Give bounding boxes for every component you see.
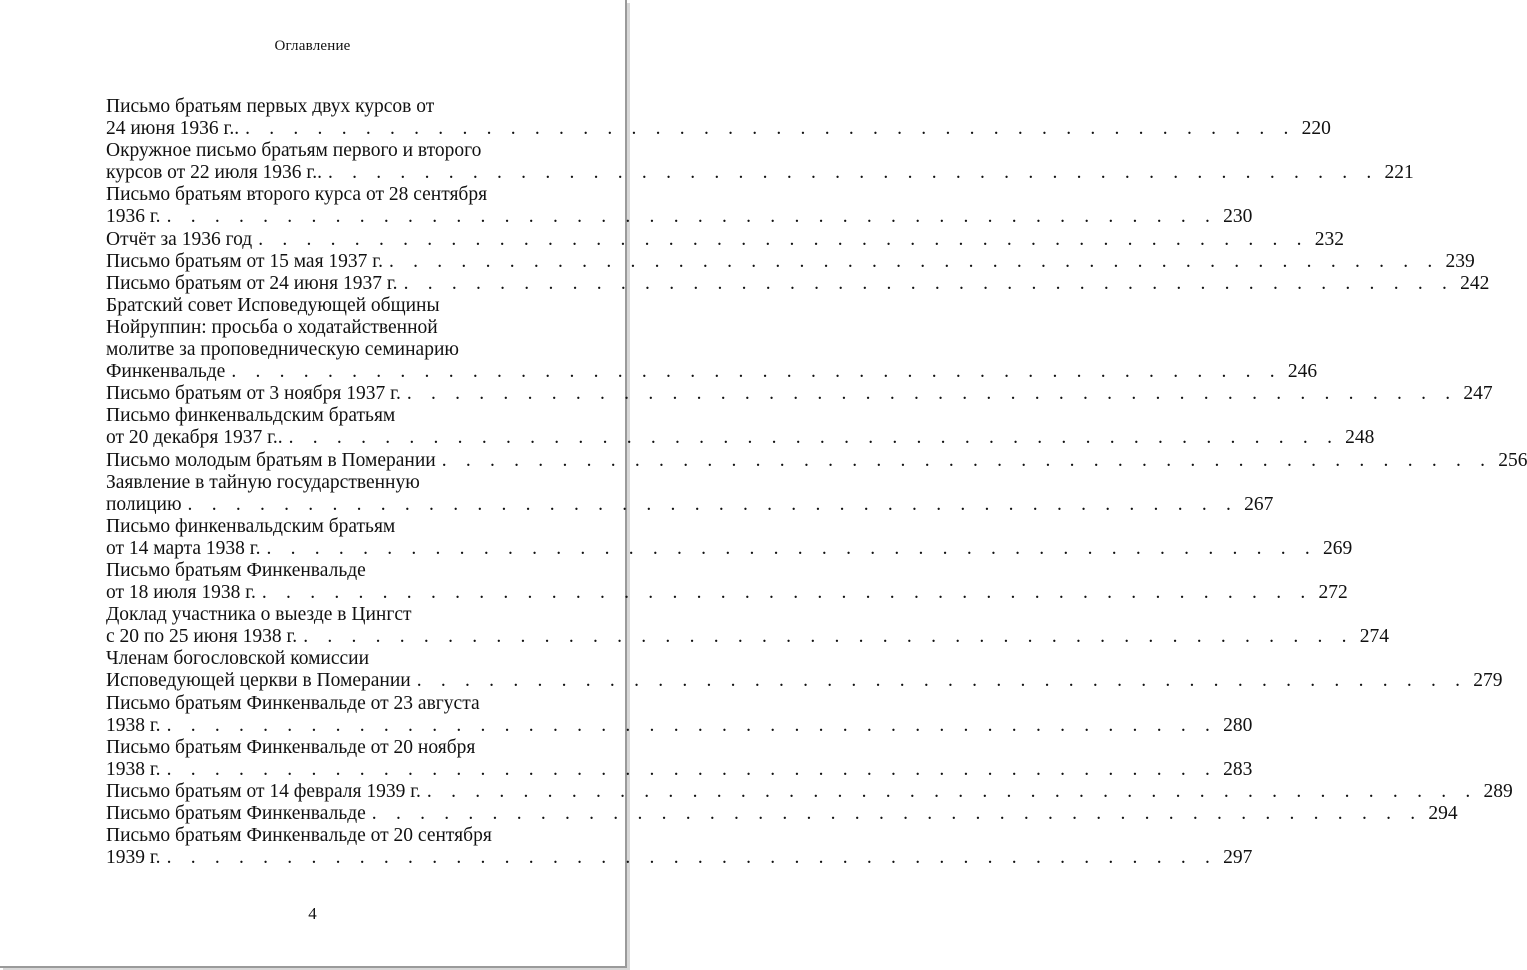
dot-leader: . . . . . . . . . . . . . . . . . . . . . . . . . . . . . . . . . . . . . . . . . . . . — [266, 537, 1317, 559]
toc-entry-final-line — [106, 162, 1414, 184]
toc-entry-line: Письмо братьям Финкенвальде от 23 августа — [106, 692, 480, 714]
toc-entry — [106, 825, 1253, 869]
dot-leader: . . . . . . . . . . . . . . . . . . . . . . . . . . . . . . . . . . . . . . . . . . . . — [426, 780, 1478, 802]
running-head: Оглавление — [274, 38, 351, 54]
toc-entry-line: Письмо финкенвальдским братьям — [106, 515, 396, 537]
toc-entry-title-end: Письмо братьям от 24 июня 1937 г. — [106, 272, 398, 294]
toc-entry — [106, 228, 1344, 251]
toc-entry-final-line — [106, 626, 1389, 648]
toc-page-number: 279 — [1473, 670, 1503, 692]
toc-page-number: 267 — [1244, 493, 1274, 515]
dot-leader: . . . . . . . . . . . . . . . . . . . . . . . . . . . . . . . . . . . . . . . . . . . . — [416, 670, 1468, 692]
toc-entry — [106, 184, 1253, 228]
toc-page-number: 220 — [1301, 118, 1331, 140]
dot-leader: . . . . . . . . . . . . . . . . . . . . . . . . . . . . . . . . . . . . . . . . . . . . — [441, 449, 1493, 471]
toc-page-number: 221 — [1384, 162, 1414, 184]
toc-entry-line: Письмо братьям Финкенвальде от 20 ноября — [106, 736, 476, 758]
toc-entry — [106, 515, 1353, 560]
toc-entry-final-line — [106, 582, 1348, 604]
toc-entry-title-end: Письмо молодым братьям в Померании — [106, 449, 436, 471]
toc-entry-line: Братский совет Исповедующей общины — [106, 294, 440, 316]
toc-entry-final-line — [106, 383, 1493, 405]
toc-entry-final-line — [106, 847, 1253, 869]
toc-entry-final-line — [106, 493, 1274, 516]
toc-entry — [106, 140, 1414, 184]
toc-page-number: 283 — [1223, 758, 1253, 780]
toc-entry — [106, 803, 1458, 825]
toc-entry-title-end: 1938 г. — [106, 758, 161, 780]
toc-entry-final-line — [106, 670, 1503, 692]
toc-entry — [106, 471, 1274, 516]
toc-page-number: 232 — [1314, 228, 1344, 250]
toc-entry-line: Доклад участника о выезде в Цингст — [106, 604, 412, 626]
toc-entry — [106, 383, 1493, 405]
toc-entry — [106, 648, 1503, 692]
toc-entry — [106, 405, 1375, 449]
toc-entry-line: Нойруппин: просьба о ходатайственной — [106, 316, 438, 338]
toc-entry-title-end: полицию — [106, 493, 182, 515]
toc-entry — [106, 250, 1475, 273]
dot-leader: . . . . . . . . . . . . . . . . . . . . . . . . . . . . . . . . . . . . . . . . . . . . — [166, 758, 1218, 780]
toc-page-number: 239 — [1445, 250, 1475, 272]
dot-leader: . . . . . . . . . . . . . . . . . . . . . . . . . . . . . . . . . . . . . . . . . . . . — [403, 272, 1455, 294]
toc-page-number: 256 — [1498, 449, 1527, 471]
toc-entry — [106, 96, 1331, 140]
dot-leader: . . . . . . . . . . . . . . . . . . . . . . . . . . . . . . . . . . . . . . . . . . . . — [166, 206, 1218, 228]
dot-leader: . . . . . . . . . . . . . . . . . . . . . . . . . . . . . . . . . . . . . . . . . . . . — [187, 493, 1239, 515]
toc-entry — [106, 780, 1513, 803]
toc-page-number: 242 — [1460, 272, 1490, 294]
dot-leader: . . . . . . . . . . . . . . . . . . . . . . . . . . . . . . . . . . . . . . . . . . . . — [166, 847, 1218, 869]
toc-entry-line: молитве за проповедническую семинарию — [106, 339, 459, 361]
toc-entry-final-line — [106, 449, 1527, 472]
toc-entry-title-end: от 18 июля 1938 г. — [106, 582, 256, 604]
toc-entry-final-line — [106, 758, 1253, 781]
toc-page-number: 269 — [1323, 537, 1353, 559]
dot-leader: . . . . . . . . . . . . . . . . . . . . . . . . . . . . . . . . . . . . . . . . . . . . — [258, 228, 1309, 250]
toc-page-number: 247 — [1463, 383, 1493, 405]
toc-entry — [106, 604, 1389, 648]
dot-leader: . . . . . . . . . . . . . . . . . . . . . . . . . . . . . . . . . . . . . . . . . . . . — [388, 250, 1440, 272]
toc-entry-final-line — [106, 780, 1513, 803]
toc-page-number: 289 — [1483, 780, 1513, 802]
dot-leader: . . . . . . . . . . . . . . . . . . . . . . . . . . . . . . . . . . . . . . . . . . . . — [406, 383, 1458, 405]
dot-leader: . . . . . . . . . . . . . . . . . . . . . . . . . . . . . . . . . . . . . . . . . . . . — [261, 582, 1313, 604]
table-of-contents — [106, 96, 1527, 869]
toc-entry-title-end: курсов от 22 июля 1936 г.. — [106, 162, 322, 184]
toc-entry-title-end: 1938 г. — [106, 714, 161, 736]
toc-entry-final-line — [106, 714, 1253, 737]
dot-leader: . . . . . . . . . . . . . . . . . . . . . . . . . . . . . . . . . . . . . . . . . . . . — [371, 803, 1423, 824]
toc-entry-title-end: Исповедующей церкви в Померании — [106, 670, 411, 692]
toc-entry — [106, 736, 1253, 781]
toc-entry-line: Заявление в тайную государственную — [106, 471, 420, 493]
toc-page-number: 294 — [1428, 803, 1458, 824]
dot-leader: . . . . . . . . . . . . . . . . . . . . . . . . . . . . . . . . . . . . . . . . . . . . — [166, 714, 1218, 736]
toc-entry-final-line — [106, 272, 1490, 295]
toc-entry — [106, 294, 1318, 383]
toc-entry-title-end: 1939 г. — [106, 847, 161, 869]
toc-page-number: 230 — [1223, 206, 1253, 228]
toc-entry — [106, 272, 1490, 295]
toc-entry-line: Письмо финкенвальдским братьям — [106, 405, 396, 427]
toc-entry-line: Письмо братьям Финкенвальде — [106, 559, 366, 581]
dot-leader: . . . . . . . . . . . . . . . . . . . . . . . . . . . . . . . . . . . . . . . . . . . . — [288, 427, 1340, 449]
toc-entry-title-end: с 20 по 25 июня 1938 г. — [106, 626, 298, 648]
toc-entry-title-end: Финкенвальде — [106, 361, 226, 383]
toc-entry-title-end: Письмо братьям от 14 февраля 1939 г. — [106, 780, 421, 802]
toc-entry-final-line — [106, 803, 1458, 825]
toc-page-number: 274 — [1359, 626, 1389, 648]
dot-leader: . . . . . . . . . . . . . . . . . . . . . . . . . . . . . . . . . . . . . . . . . . . . — [231, 361, 1282, 383]
toc-entry-final-line — [106, 228, 1344, 251]
toc-entry — [106, 449, 1527, 472]
toc-entry-title-end: Письмо братьям от 3 ноября 1937 г. — [106, 383, 401, 405]
toc-entry-title-end: 24 июня 1936 г.. — [106, 118, 240, 140]
toc-entry-final-line — [106, 537, 1353, 560]
toc-entry — [106, 692, 1253, 737]
toc-entry-line: Письмо братьям второго курса от 28 сентября — [106, 184, 488, 206]
toc-entry-title-end: Отчёт за 1936 год — [106, 228, 253, 250]
dot-leader: . . . . . . . . . . . . . . . . . . . . . . . . . . . . . . . . . . . . . . . . . . . . — [245, 118, 1296, 140]
toc-entry-final-line — [106, 250, 1475, 273]
toc-entry-title-end: от 14 марта 1938 г. — [106, 537, 261, 559]
page-number: 4 — [308, 904, 317, 923]
toc-entry-final-line — [106, 206, 1253, 228]
toc-entry-title-end: от 20 декабря 1937 г.. — [106, 427, 283, 449]
dot-leader: . . . . . . . . . . . . . . . . . . . . . . . . . . . . . . . . . . . . . . . . . . . . — [327, 162, 1379, 184]
toc-page-number: 246 — [1287, 361, 1318, 383]
toc-entry-final-line — [106, 427, 1375, 449]
toc-entry-title-end: 1936 г. — [106, 206, 161, 228]
toc-entry-title-end: Письмо братьям Финкенвальде — [106, 803, 366, 824]
toc-entry-line: Окружное письмо братьям первого и второго — [106, 140, 482, 162]
toc-entry-line: Членам богословской комиссии — [106, 648, 370, 670]
toc-entry-final-line — [106, 361, 1318, 383]
toc-page-number: 280 — [1223, 714, 1253, 736]
dot-leader: . . . . . . . . . . . . . . . . . . . . . . . . . . . . . . . . . . . . . . . . . . . . — [303, 626, 1354, 648]
toc-page-number: 297 — [1223, 847, 1253, 869]
toc-entry-title-end: Письмо братьям от 15 мая 1937 г. — [106, 250, 383, 272]
toc-entry-line: Письмо братьям первых двух курсов от — [106, 96, 435, 117]
toc-entry-final-line — [106, 118, 1331, 140]
toc-entry-line: Письмо братьям Финкенвальде от 20 сентября — [106, 825, 492, 847]
toc-page-number: 272 — [1318, 582, 1348, 604]
toc-page-number: 248 — [1345, 427, 1375, 449]
toc-entry — [106, 559, 1348, 604]
